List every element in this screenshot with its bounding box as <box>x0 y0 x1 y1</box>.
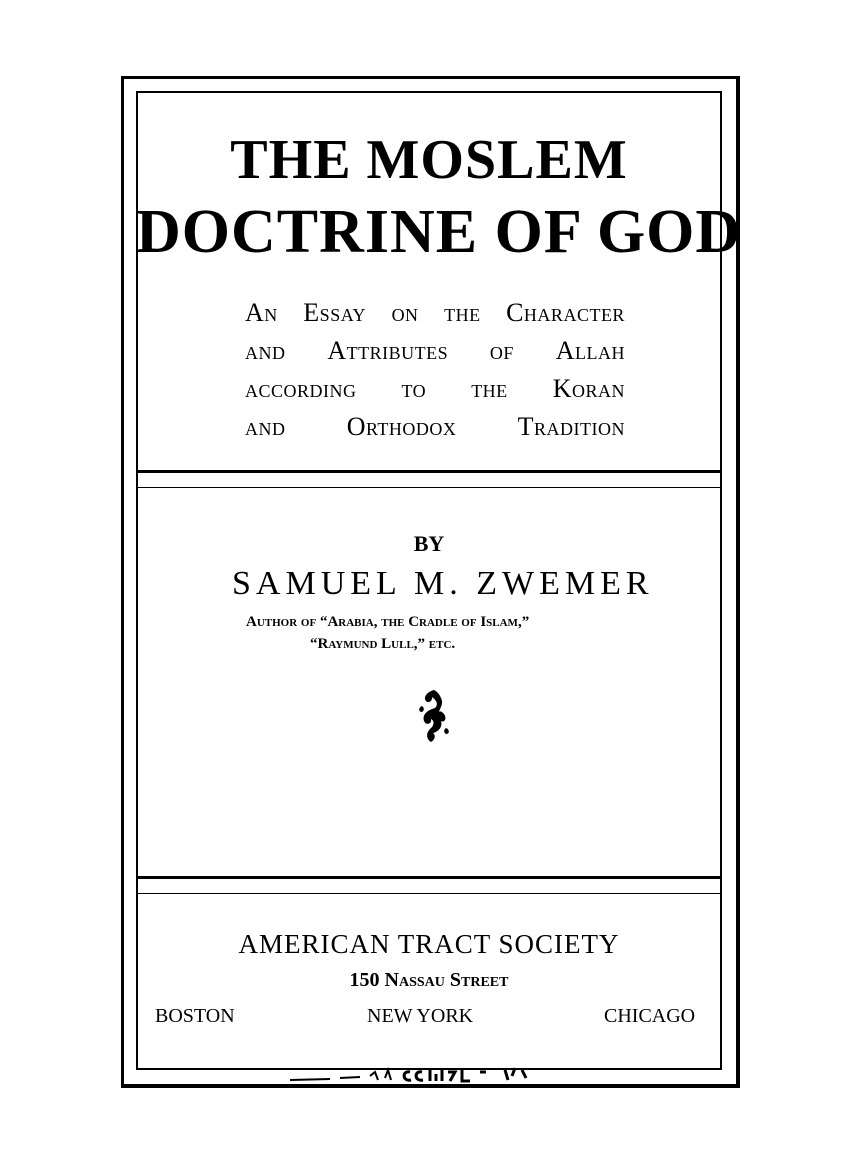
subtitle-word: on <box>391 298 419 327</box>
subtitle-word: according <box>245 374 357 403</box>
subtitle-line-4 <box>245 408 625 446</box>
city-chicago: CHICAGO <box>604 1005 696 1027</box>
author-name: SAMUEL M. ZWEMER <box>232 565 654 602</box>
subtitle-word: Essay <box>303 298 367 327</box>
title-line-1: THE MOSLEM <box>230 129 628 191</box>
subtitle-word: Tradition <box>517 412 625 441</box>
subtitle-word: the <box>471 374 508 403</box>
subtitle-word: Character <box>506 298 625 327</box>
divider-rule <box>136 470 722 473</box>
publisher-address: 150 Nassau Street <box>349 969 509 991</box>
subtitle-line-2 <box>245 332 625 370</box>
publisher-name: AMERICAN TRACT SOCIETY <box>238 929 620 959</box>
divider-rule <box>136 893 722 894</box>
library-stamp-mark <box>290 1062 590 1086</box>
credits-line-1: Author of “Arabia, the Cradle of Islam,” <box>246 614 530 630</box>
subtitle-word: Attributes <box>327 336 449 365</box>
subtitle-word: Orthodox <box>346 412 457 441</box>
divider-rule <box>136 876 722 879</box>
subtitle-word: of <box>489 336 514 365</box>
subtitle-block <box>245 294 625 446</box>
subtitle-line-1 <box>245 294 625 332</box>
subtitle-word: and <box>245 412 286 441</box>
divider-rule <box>136 487 722 488</box>
city-boston: BOSTON <box>155 1005 235 1027</box>
subtitle-line-3 <box>245 370 625 408</box>
city-new-york: NEW YORK <box>367 1005 474 1027</box>
author-credits <box>246 611 636 655</box>
fleuron-leaf-icon <box>414 688 454 744</box>
credits-line-2: “Raymund Lull,” etc. <box>310 636 456 652</box>
subtitle-word: An <box>245 298 278 327</box>
subtitle-word: Allah <box>555 336 625 365</box>
subtitle-word: Koran <box>552 374 625 403</box>
subtitle-word: to <box>401 374 427 403</box>
title-line-2: DOCTRINE OF GOD <box>136 198 742 266</box>
by-label: BY <box>413 531 445 556</box>
subtitle-word: and <box>245 336 286 365</box>
subtitle-word: the <box>444 298 481 327</box>
